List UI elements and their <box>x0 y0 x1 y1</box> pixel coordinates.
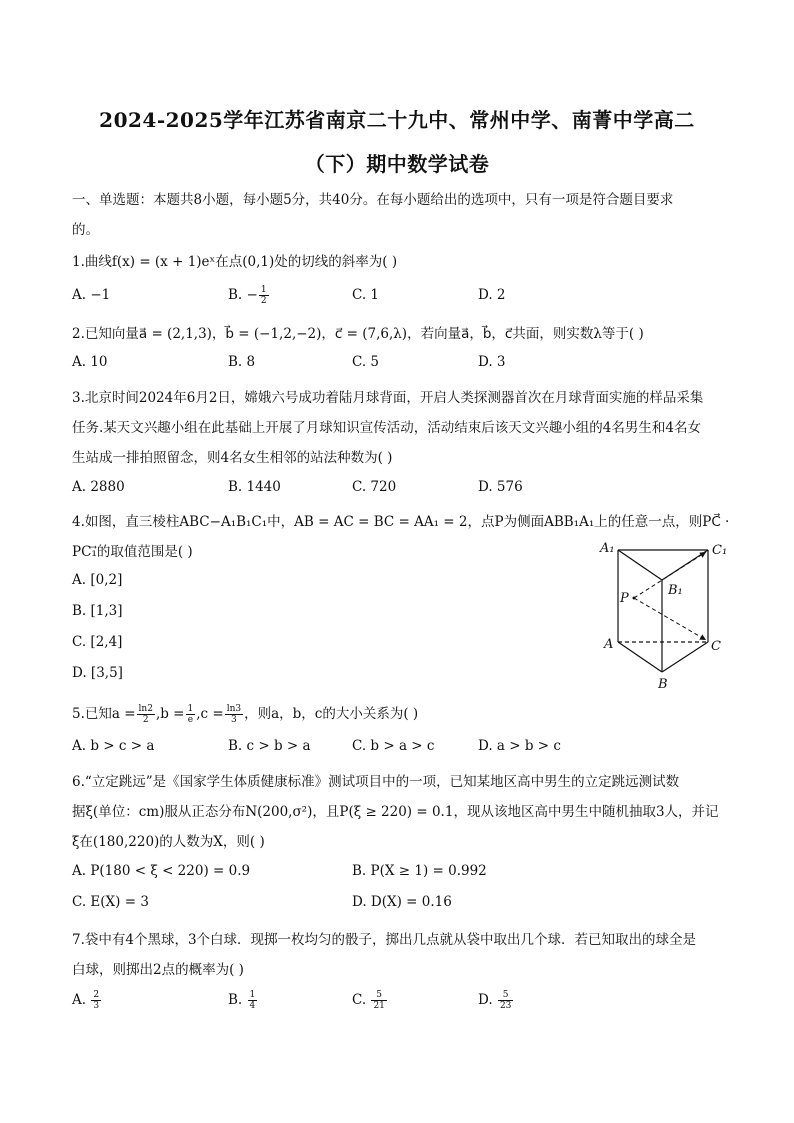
q7-a-numerator: 2 <box>93 990 100 1000</box>
q7-b-numerator: 1 <box>249 990 256 1000</box>
edge-b-c <box>662 642 708 672</box>
q5-stem-post: ，则a，b，c的大小关系为( ) <box>244 706 419 722</box>
q5-c-denominator: 3 <box>231 715 237 725</box>
edge-a-b <box>618 642 662 672</box>
q2-option-a: A. 10 <box>72 354 108 370</box>
q1-option-c: C. 1 <box>352 287 380 303</box>
q7-option-a <box>72 990 102 1011</box>
q7-option-c-label: C. <box>352 992 367 1008</box>
q5-a-denominator: 2 <box>142 715 149 725</box>
q5-option-c: C. b > a > c <box>352 738 435 754</box>
q7-option-d-label: D. <box>478 992 493 1008</box>
q5-a-numerator: ln2 <box>138 704 153 714</box>
q1-b-denominator: 2 <box>260 296 267 306</box>
q2-stem: 2.已知向量a⃗ = (2,1,3)，b⃗ = (−1,2,−2)，c⃗ = (7,6,λ)，若向量a⃗，b⃗，c⃗共面，则实数λ等于( ) <box>72 326 644 342</box>
edge-b1-c1 <box>662 550 708 580</box>
q1-option-b-fraction <box>259 285 269 306</box>
q4-stem-line-1: 4.如图，直三棱柱ABC−A₁B₁C₁中，AB = AC = BC = AA₁ = 2，点P为侧面ABB₁A₁上的任意一点，则PC⃗ · <box>72 514 730 530</box>
q1-option-b <box>228 285 270 306</box>
q7-option-d <box>478 990 514 1011</box>
q7-option-a-fraction <box>91 990 101 1011</box>
q7-option-c-fraction <box>371 990 386 1011</box>
q2-option-b: B. 8 <box>228 354 256 370</box>
q7-option-b <box>228 990 258 1011</box>
q5-stem <box>72 702 418 725</box>
q3-option-c: C. 720 <box>352 479 397 495</box>
q7-c-numerator: 5 <box>371 990 386 1001</box>
label-b: B <box>658 677 668 692</box>
q7-option-b-fraction <box>248 990 258 1011</box>
q7-stem-line-1: 7.袋中有4个黑球，3个白球．现掷一枚均匀的骰子，掷出几点就从袋中取出几个球．若已知取出的球全是 <box>72 932 697 948</box>
title-line-1: 2024-2025学年江苏省南京二十九中、常州中学、南菁中学高二 <box>99 108 695 132</box>
vector-pc <box>634 598 706 640</box>
q5-b-numerator: 1 <box>187 704 194 714</box>
q5-stem-pre: 5.已知a = <box>72 706 136 722</box>
prism-figure <box>596 536 736 696</box>
q3-option-a: A. 2880 <box>72 479 125 495</box>
q7-b-denominator: 4 <box>249 1001 256 1011</box>
section-heading-line-2: 的。 <box>72 222 99 238</box>
q5-stem-mid1: ,b = <box>155 706 185 722</box>
q5-option-a: A. b > c > a <box>72 738 155 754</box>
q2-option-c: C. 5 <box>352 354 380 370</box>
label-c: C <box>711 639 721 654</box>
label-p: P <box>620 591 629 606</box>
label-a1: A₁ <box>600 541 615 556</box>
q3-option-d: D. 576 <box>478 479 523 495</box>
q1-option-a: A. −1 <box>72 287 111 303</box>
label-a: A <box>604 637 614 652</box>
q6-option-a: A. P(180 < ξ < 220) = 0.9 <box>72 863 251 879</box>
q4-option-c: C. [2,4] <box>72 634 123 650</box>
q7-option-a-label: A. <box>72 992 87 1008</box>
q7-stem-line-2: 白球，则掷出2点的概率为( ) <box>72 962 244 978</box>
q5-option-d: D. a > b > c <box>478 738 561 754</box>
q5-stem-mid2: ,c = <box>196 706 224 722</box>
label-b1: B₁ <box>668 583 683 598</box>
q6-option-d: D. D(X) = 0.16 <box>352 894 452 910</box>
q4-option-d: D. [3,5] <box>72 665 123 681</box>
q6-option-c: C. E(X) = 3 <box>72 894 149 910</box>
q1-option-d: D. 2 <box>478 287 506 303</box>
q3-option-b: B. 1440 <box>228 479 281 495</box>
q4-option-b: B. [1,3] <box>72 603 123 619</box>
q6-stem-line-1: 6.“立定跳远”是《国家学生体质健康标准》测试项目中的一项，已知某地区高中男生的立定跳远测试数 <box>72 774 680 790</box>
q1-stem: 1.曲线f(x) = (x + 1)eˣ在点(0,1)处的切线的斜率为( ) <box>72 254 398 270</box>
q4-option-a: A. [0,2] <box>72 572 123 588</box>
title-line-2: （下）期中数学试卷 <box>304 152 490 176</box>
q7-option-d-fraction <box>498 990 513 1011</box>
q3-stem-line-2: 任务.某天文兴趣小组在此基础上开展了月球知识宣传活动，活动结束后该天文兴趣小组的4名男生和4名女 <box>72 420 701 436</box>
q4-stem-line-2: PC₁⃗的取值范围是( ) <box>72 544 193 560</box>
q1-b-numerator: 1 <box>260 285 267 295</box>
q5-c-numerator: ln3 <box>226 704 242 714</box>
q5-c-fraction <box>225 704 243 725</box>
q5-b-denominator: e <box>187 715 194 725</box>
label-c1: C₁ <box>712 543 728 558</box>
q5-b-fraction <box>186 704 196 725</box>
q6-stem-line-3: ξ在(180,220)的人数为X，则( ) <box>72 834 265 850</box>
q7-c-denominator: 21 <box>373 1001 385 1011</box>
q5-a-fraction <box>137 704 155 725</box>
edge-a1-b1 <box>618 550 662 580</box>
q7-option-c <box>352 990 388 1011</box>
section-heading-line-1: 一、单选题：本题共8小题，每小题5分，共40分。在每小题给出的选项中，只有一项是符合题目要求 <box>72 192 674 208</box>
q1-option-b-label: B. − <box>228 287 258 303</box>
q3-stem-line-1: 3.北京时间2024年6月2日，嫦娥六号成功着陆月球背面，开启人类探测器首次在月球背面实施的样品采集 <box>72 390 704 406</box>
q2-option-d: D. 3 <box>478 354 506 370</box>
q6-stem-line-2: 据ξ(单位：cm)服从正态分布N(200,σ²)，且P(ξ ≥ 220) = 0.1，现从该地区高中男生中随机抽取3人，并记 <box>72 804 719 820</box>
q7-d-denominator: 23 <box>499 1001 512 1011</box>
q3-stem-line-3: 生站成一排拍照留念，则4名女生相邻的站法种数为( ) <box>72 450 393 466</box>
q7-a-denominator: 3 <box>93 1001 100 1011</box>
point-p <box>633 597 636 600</box>
q7-option-b-label: B. <box>228 992 243 1008</box>
q7-d-numerator: 5 <box>498 990 513 1001</box>
q6-option-b: B. P(X ≥ 1) = 0.992 <box>352 863 487 879</box>
q5-option-b: B. c > b > a <box>228 738 311 754</box>
